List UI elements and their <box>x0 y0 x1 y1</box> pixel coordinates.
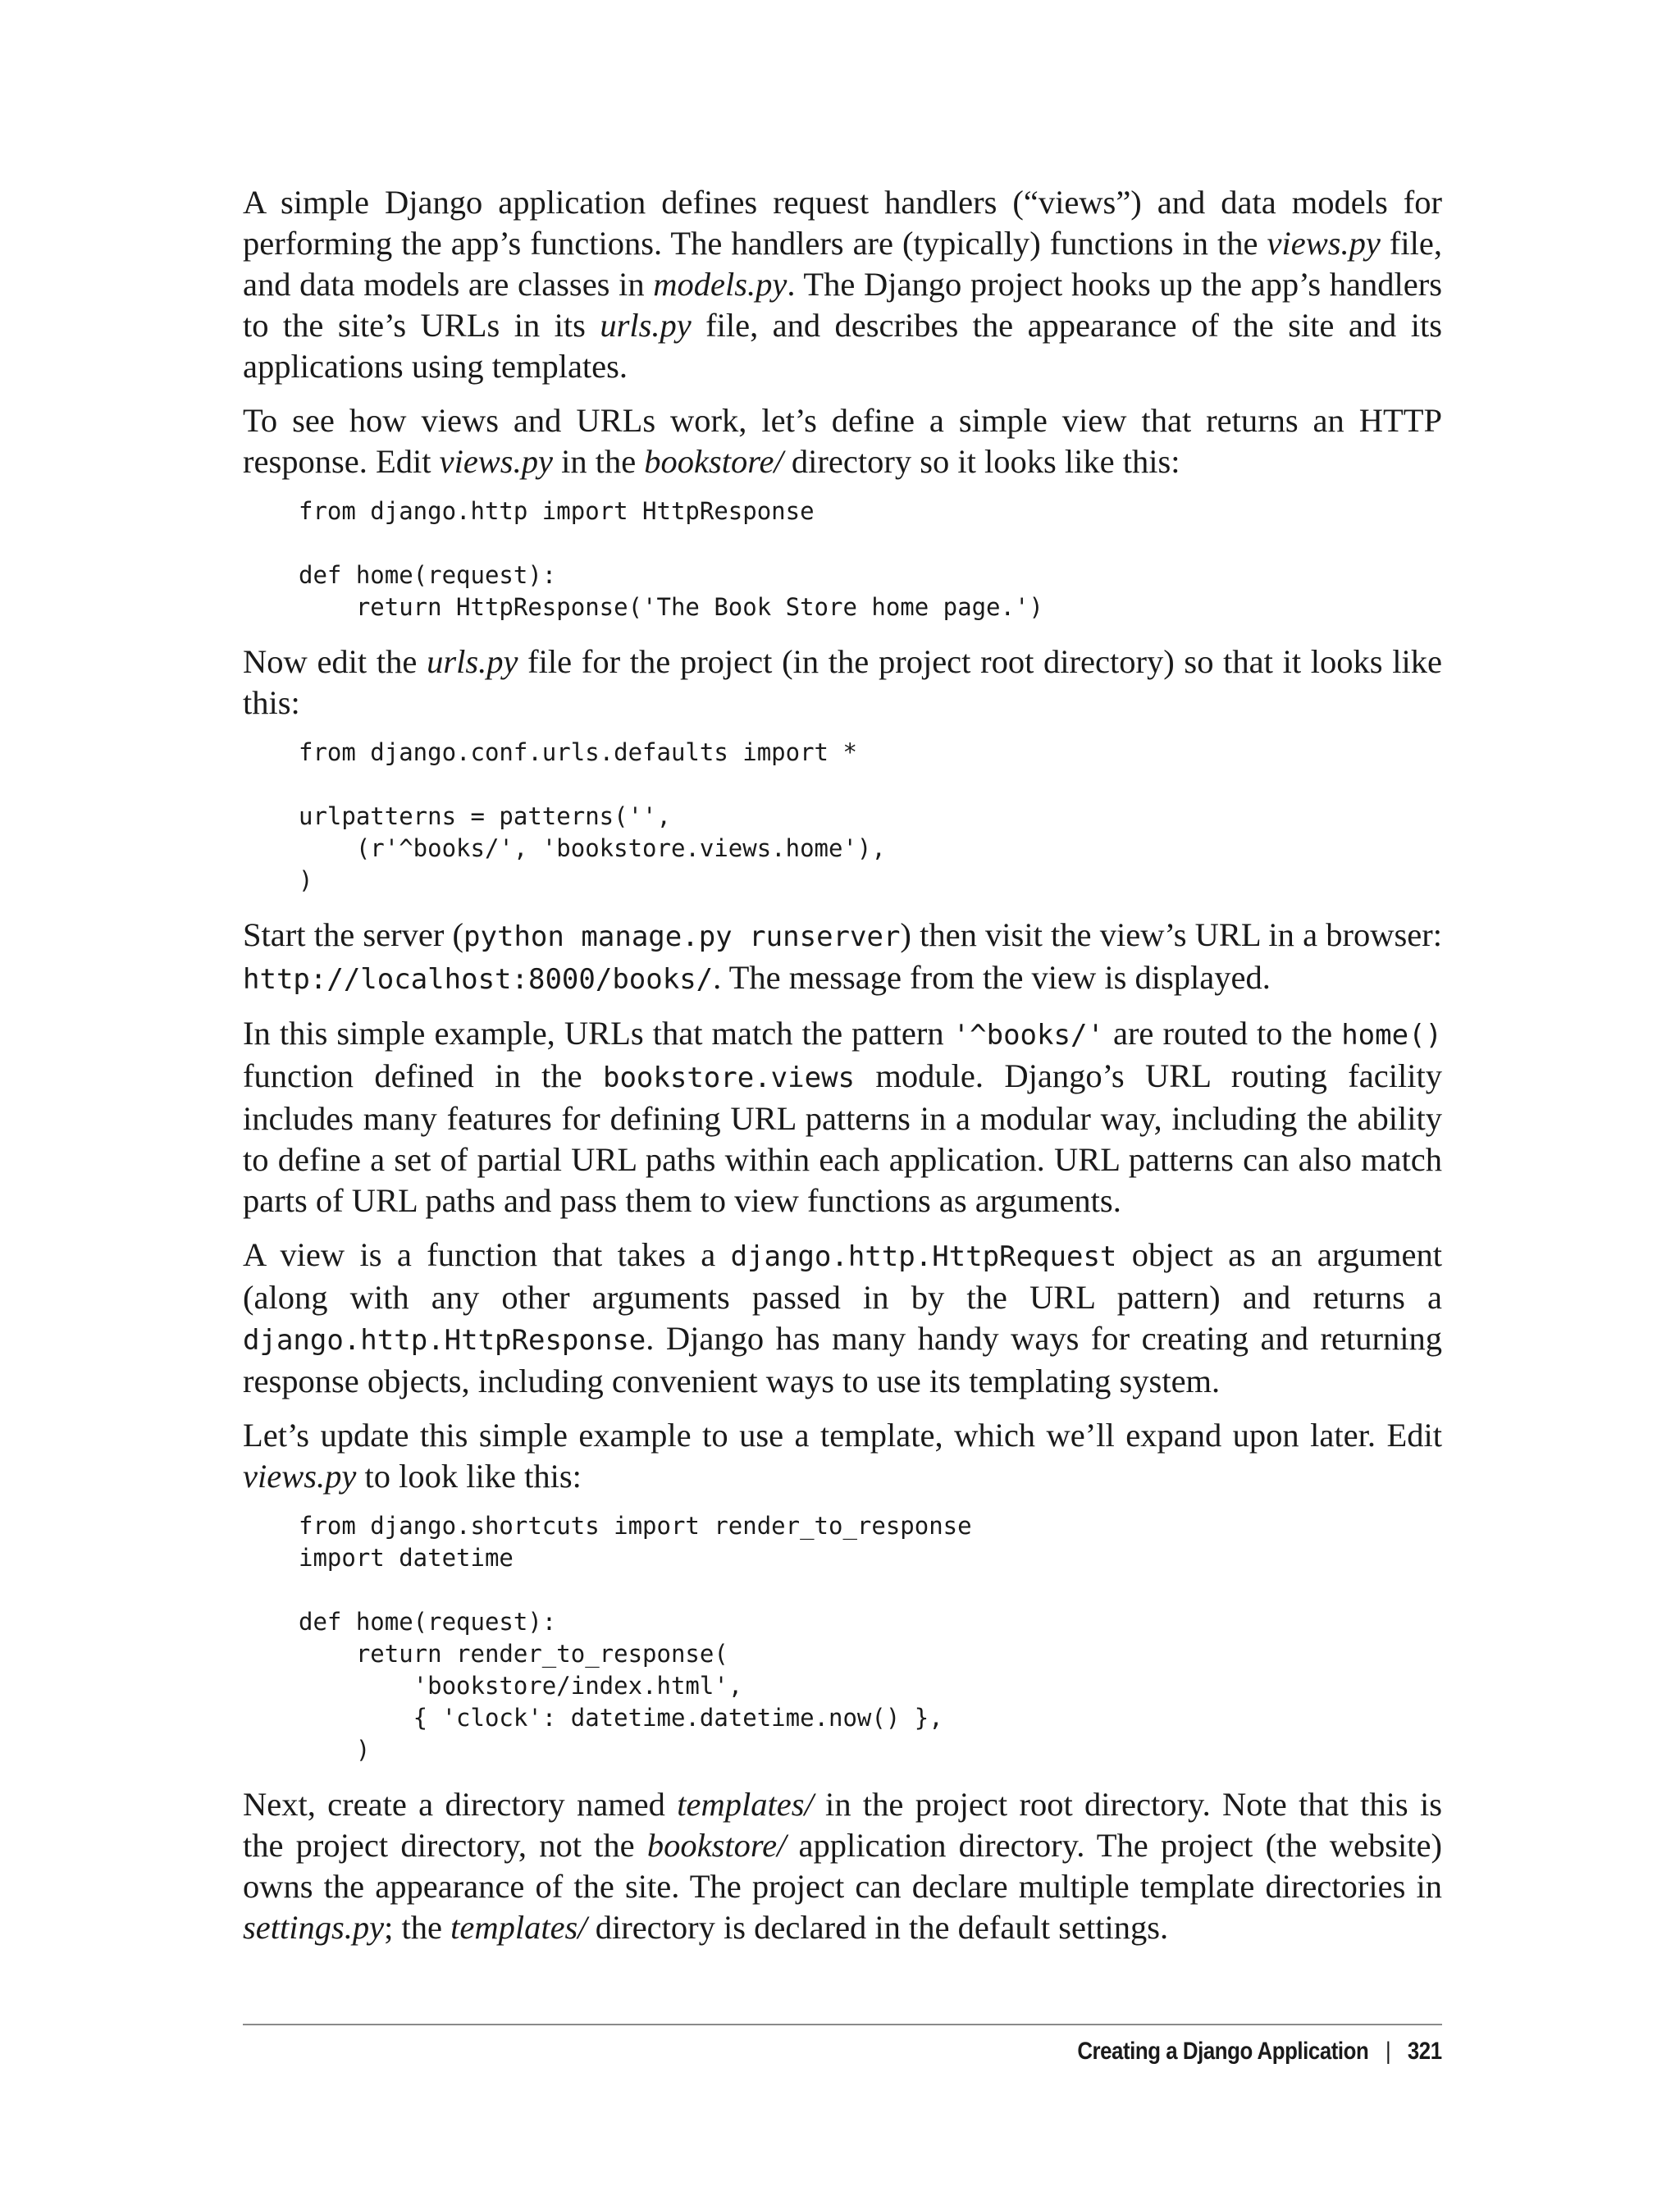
filename: views.py <box>439 443 553 480</box>
text-run: in the project root directory. Note that this is the project directory, not the <box>243 1786 1442 1864</box>
text-run: in the <box>552 443 645 480</box>
text-run: A view is a function that takes a <box>243 1236 731 1273</box>
text-run: Now edit the <box>243 643 427 680</box>
text-run: directory is declared in the default settings. <box>587 1909 1169 1946</box>
page-footer <box>1078 2038 1442 2066</box>
paragraph <box>243 400 1442 482</box>
code-block: from django.shortcuts import render_to_response import datetime def home(request): return render_to_response( 'bookstore/index.html', { 'clock': datetime.datetime.now() }, ) <box>299 1512 972 1764</box>
text-run: to look like this: <box>356 1458 582 1495</box>
running-title: Creating a Django Application <box>1077 2038 1369 2065</box>
text-run: are routed to the <box>1103 1015 1342 1052</box>
paragraph <box>243 1784 1442 1948</box>
text-run: Next, create a directory named <box>243 1786 678 1823</box>
text-run: A simple Django application defines request handlers (“views”) and data models for performing the app’s functions. The handlers are (typically) functions in the <box>243 184 1442 262</box>
inline-code: django.http.HttpResponse <box>243 1324 646 1357</box>
text-run: module. Django’s URL routing facility includes many features for defining URL patterns in a modular way, including the ability to define a set of partial URL paths within each application. URL patterns can also match parts of URL paths and pass them to view functions as arguments. <box>243 1057 1443 1219</box>
text-run: . The message from the view is displayed. <box>713 959 1271 996</box>
text-run: Let’s update this simple example to use a template, which we’ll expand upon later. Edit <box>243 1417 1442 1454</box>
page-number: 321 <box>1408 2038 1442 2065</box>
filename: settings.py <box>243 1909 385 1946</box>
text-run: Start the server ( <box>243 916 464 953</box>
inline-code: bookstore.views <box>602 1061 856 1094</box>
paragraph <box>243 1235 1442 1402</box>
footer-divider <box>243 2024 1442 2025</box>
text-run: ; the <box>384 1909 451 1946</box>
paragraph <box>243 182 1442 387</box>
inline-code: http://localhost:8000/books/ <box>243 963 714 996</box>
text-run: file, and describes the appearance of the site and its applications using templates. <box>243 307 1442 385</box>
text-run: ) then visit the view’s URL in a browser: <box>900 916 1442 953</box>
paragraph <box>243 1415 1442 1497</box>
paragraph <box>243 641 1442 724</box>
filename: bookstore/ <box>646 1827 787 1864</box>
text-run: To see how views and URLs work, let’s define a simple view that returns an HTTP response. Edit <box>243 402 1442 480</box>
page-body <box>243 182 1442 1961</box>
filename: views.py <box>1267 225 1381 262</box>
code-block: from django.conf.urls.defaults import * urlpatterns = patterns('', (r'^books/', 'bookstore.views.home'), ) <box>299 738 886 894</box>
filename: bookstore/ <box>644 443 783 480</box>
text-run: file, and data models are classes in <box>243 225 1443 303</box>
text-run: directory so it looks like this: <box>783 443 1180 480</box>
paragraph <box>243 915 1442 1000</box>
filename: urls.py <box>427 643 518 680</box>
filename: templates/ <box>450 1909 587 1946</box>
paragraph <box>243 1013 1442 1221</box>
inline-code: python manage.py runserver <box>463 920 901 953</box>
filename: templates/ <box>677 1786 814 1823</box>
footer-separator: | <box>1386 2038 1391 2065</box>
filename: views.py <box>243 1458 357 1495</box>
inline-code: home() <box>1341 1019 1443 1052</box>
text-run: . Django has many handy ways for creating and returning response objects, including convenient ways to use its templating system. <box>243 1320 1442 1399</box>
text-run: object as an argument (along with any other arguments passed in by the URL pattern) and returns a <box>243 1236 1442 1316</box>
inline-code: '^books/' <box>952 1019 1104 1052</box>
inline-code: django.http.HttpRequest <box>730 1240 1117 1273</box>
filename: urls.py <box>600 307 692 344</box>
code-block: from django.http import HttpResponse def home(request): return HttpResponse('The Book Store home page.') <box>299 497 1043 621</box>
text-run: application directory. The project (the website) owns the appearance of the site. The project can declare multiple template directories in <box>243 1827 1442 1905</box>
text-run: file for the project (in the project root directory) so that it looks like this: <box>243 643 1442 721</box>
text-run: function defined in the <box>243 1057 603 1094</box>
filename: models.py <box>653 266 788 303</box>
text-run: In this simple example, URLs that match the pattern <box>243 1015 953 1052</box>
text-run: . The Django project hooks up the app’s handlers to the site’s URLs in its <box>243 266 1442 344</box>
